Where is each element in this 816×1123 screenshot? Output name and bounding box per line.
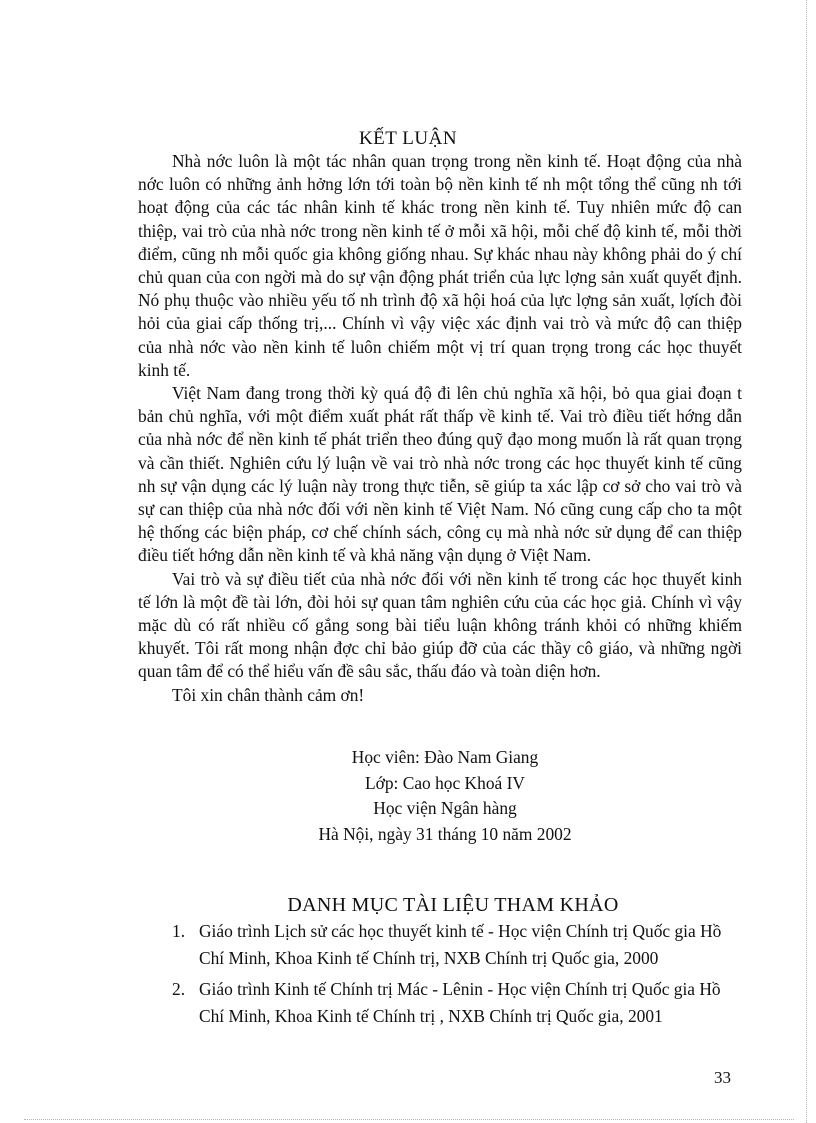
thanks-line: Tôi xin chân thành cảm ơn! — [172, 684, 365, 705]
bottom-divider — [24, 1119, 794, 1120]
right-divider — [806, 0, 807, 1123]
signature-class: Lớp: Cao học Khoá IV — [365, 772, 525, 793]
reference-text: Giáo trình Kinh tế Chính trị Mác - Lênin - Học viện Chính trị Quốc gia Hồ Chí Minh, Khoa Kinh tế Chính trị , NXB Chính trị Quốc gia, 2001 — [199, 979, 721, 1026]
references-title: DANH MỤC TÀI LIỆU THAM KHẢO — [287, 894, 619, 916]
conclusion-paragraph: Vai trò và sự điều tiết của nhà nớc đối với nền kinh tế trong các học thuyết kinh tế lớn là một đề tài lớn, đòi hỏi sự quan tâm nghiên cứu của các học giả. Chính vì vậy mặc dù có rất nhiều cố gắng song bài tiểu luận không tránh khỏi có những khiếm khuyết. Tôi rất mong nhận đợc chỉ bảo giúp đỡ của các thầy cô giáo, và những ngời quan tâm để có thể hiểu vấn đề sâu sắc, thấu đáo và toàn diện hơn. — [138, 568, 742, 682]
conclusion-title: KẾT LUẬN — [358, 128, 458, 149]
references-list — [172, 918, 736, 1034]
conclusion-paragraph: Nhà nớc luôn là một tác nhân quan trọng trong nền kinh tế. Hoạt động của nhà nớc luôn có những ảnh hởng lớn tới toàn bộ nền kinh tế nh một tổng thể cũng nh tới hoạt động của các tác nhân kinh tế khác trong nền kinh tế. Tuy nhiên mức độ can thiệp, vai trò của nhà nớc trong nền kinh tế ở mỗi xã hội, mỗi chế độ kinh tế, mỗi thời điểm, cũng nh mỗi quốc gia không giống nhau. Sự khác nhau này không phải do ý chí chủ quan của con ngời mà do sự vận động phát triển của lực lợng sản xuất quyết định. Nó phụ thuộc vào nhiều yếu tố nh trình độ xã hội hoá của lực lợng sản xuất, lợích đòi hỏi của giai cấp thống trị,... Chính vì vậy việc xác định vai trò và mức độ can thiệp của nhà nớc vào nền kinh tế luôn chiếm một vị trí quan trọng trong các học thuyết kinh tế. — [138, 151, 742, 380]
signature-institute: Học viện Ngân hàng — [373, 798, 517, 818]
page-number: 33 — [714, 1068, 731, 1087]
reference-number: 2. — [172, 979, 186, 999]
conclusion-body — [138, 150, 742, 707]
conclusion-paragraph: Việt Nam đang trong thời kỳ quá độ đi lên chủ nghĩa xã hội, bỏ qua giai đoạn t bản chủ nghĩa, với một điểm xuất phát rất thấp về kinh tế. Vai trò điều tiết hớng dẫn của nhà nớc để nền kinh tế phát triển theo đúng quỹ đạo mong muốn là rất quan trọng và cần thiết. Nghiên cứu lý luận về vai trò nhà nớc trong các học thuyết kinh tế cũng nh sự vận dụng các lý luận này trong thực tiễn, sẽ giúp ta xác lập cơ sở cho vai trò và sự can thiệp của nhà nớc đối với nền kinh tế Việt Nam. Nó cũng cung cấp cho ta một hệ thống các biện pháp, cơ chế chính sách, công cụ mà nhà nớc sử dụng để can thiệp điều tiết hớng dẫn nền kinh tế và khả năng vận dụng ở Việt Nam. — [138, 383, 742, 566]
signature-date: Hà Nội, ngày 31 tháng 10 năm 2002 — [318, 823, 572, 844]
reference-number: 1. — [172, 921, 186, 941]
signature-student: Học viên: Đào Nam Giang — [351, 747, 539, 767]
reference-text: Giáo trình Lịch sử các học thuyết kinh tế - Học viện Chính trị Quốc gia Hồ Chí Minh, Khoa Kinh tế Chính trị, NXB Chính trị Quốc gia, 2000 — [199, 921, 722, 968]
reference-item — [172, 918, 736, 972]
reference-item — [172, 976, 736, 1030]
signature-block — [0, 745, 816, 847]
